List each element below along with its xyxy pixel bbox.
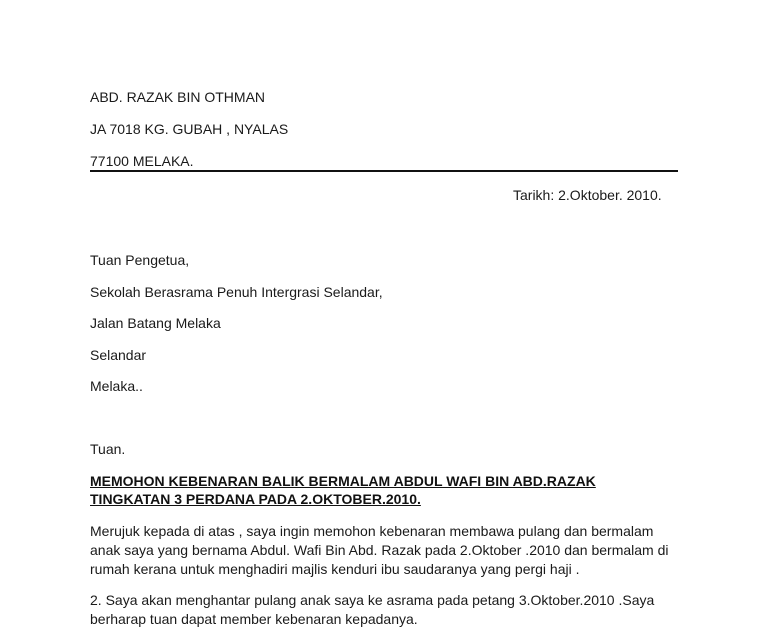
sender-address-line2: 77100 MELAKA. <box>90 153 194 169</box>
recipient-line2: Jalan Batang Melaka <box>90 315 221 331</box>
body-paragraph-2-line: berharap tuan dapat member kebenaran kepadanya. <box>90 611 418 627</box>
subject-line1: MEMOHON KEBENARAN BALIK BERMALAM ABDUL WAFI BIN ABD.RAZAK <box>90 473 596 489</box>
body-paragraph-1-line: rumah kerana untuk menghadiri majlis kenduri ibu saudaranya yang pergi haji . <box>90 561 580 577</box>
recipient-line4: Melaka.. <box>90 378 143 394</box>
sender-name: ABD. RAZAK BIN OTHMAN <box>90 89 266 105</box>
recipient-title: Tuan Pengetua, <box>90 252 190 268</box>
sender-address-line1: JA 7018 KG. GUBAH , NYALAS <box>90 121 289 137</box>
body-paragraph-2 <box>90 591 654 629</box>
body-paragraph-1-line: Merujuk kepada di atas , saya ingin memohon kebenaran membawa pulang dan bermalam <box>90 523 654 539</box>
recipient-line1: Sekolah Berasrama Penuh Intergrasi Selandar, <box>90 284 383 300</box>
salutation: Tuan. <box>90 441 126 457</box>
body-paragraph-1-line: anak saya yang bernama Abdul. Wafi Bin Abd. Razak pada 2.Oktober .2010 dan bermalam di <box>90 542 669 558</box>
subject-line2: TINGKATAN 3 PERDANA PADA 2.OKTOBER.2010. <box>90 491 421 507</box>
recipient-line3: Selandar <box>90 347 147 363</box>
header-divider <box>90 170 678 172</box>
body-paragraph-1 <box>90 522 669 579</box>
subject-heading <box>90 472 596 508</box>
letter-date: Tarikh: 2.Oktober. 2010. <box>513 187 662 203</box>
body-paragraph-2-line: 2. Saya akan menghantar pulang anak saya ke asrama pada petang 3.Oktober.2010 .Saya <box>90 592 655 608</box>
